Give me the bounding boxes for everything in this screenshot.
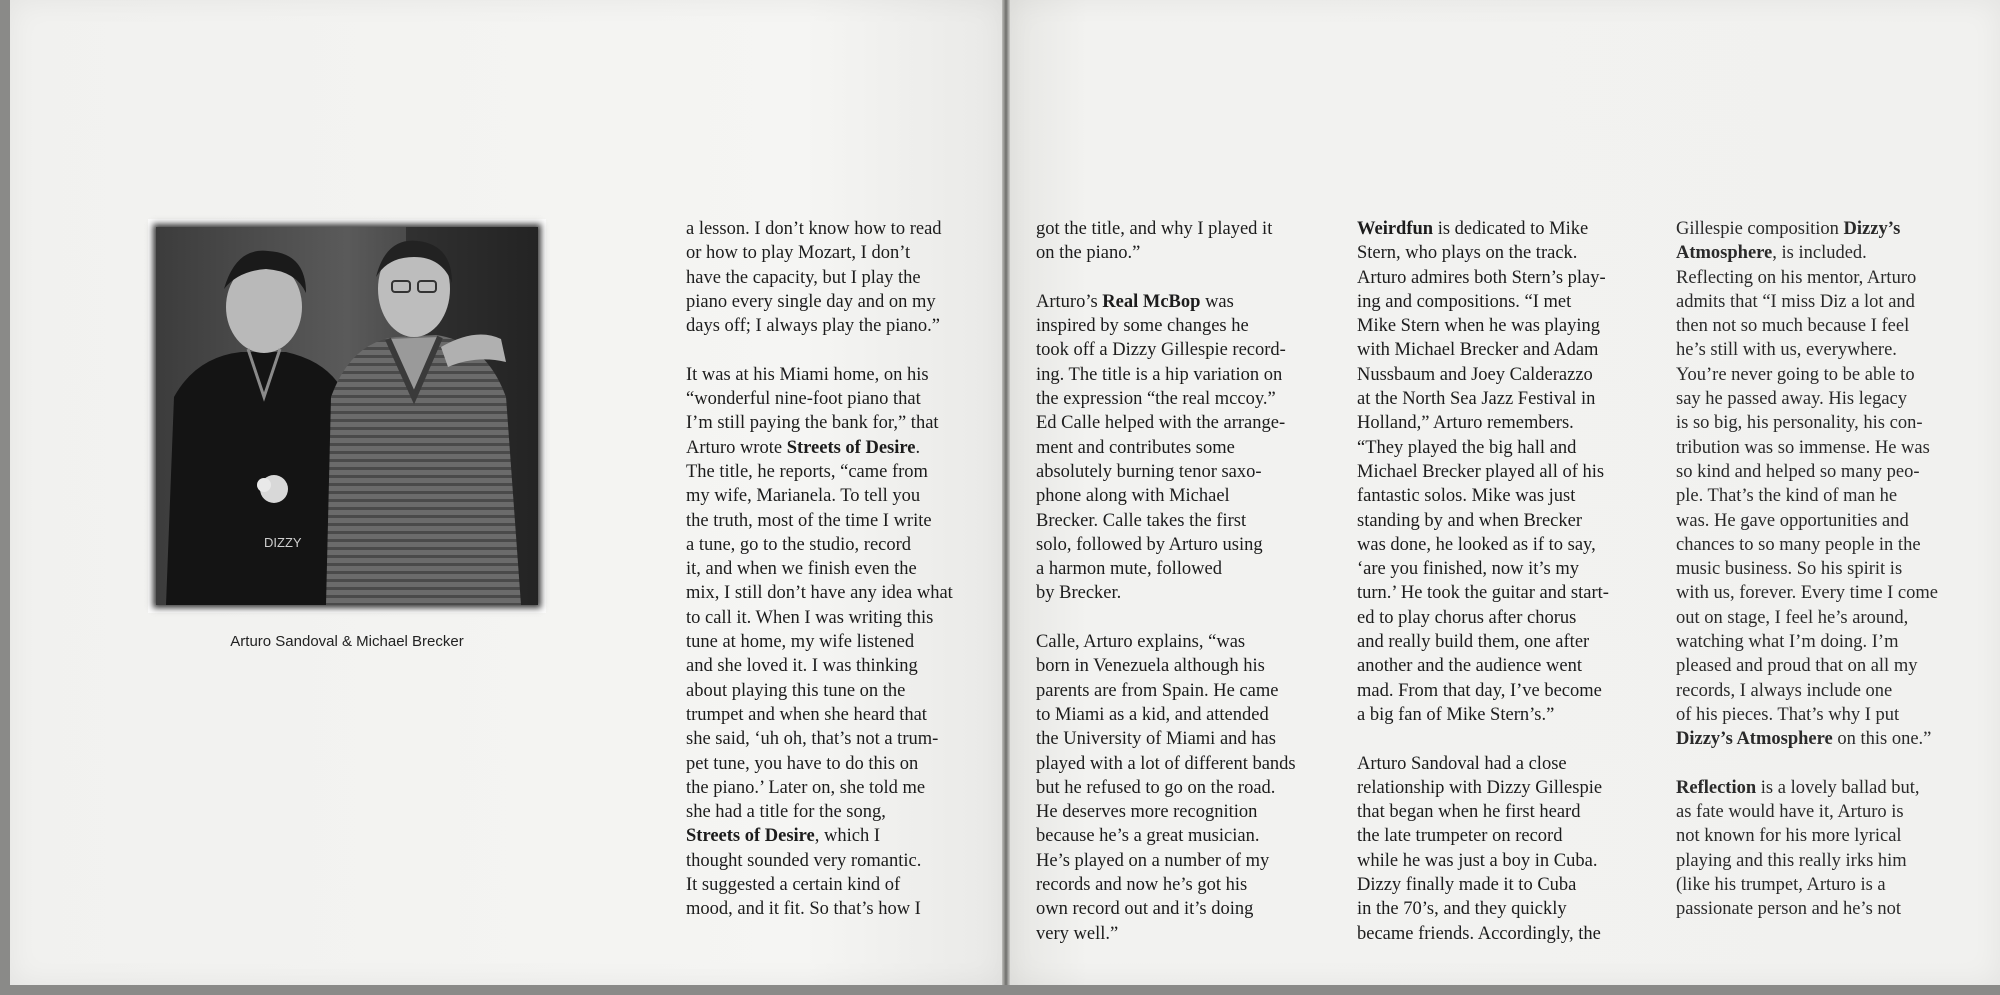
text-line: thought sounded very romantic. <box>686 850 922 871</box>
text-line: Holland,” Arturo remembers. <box>1357 413 1574 434</box>
text-line: Dizzy finally made it to Cuba <box>1357 875 1577 896</box>
text-line: fantastic solos. Mike was just <box>1357 486 1576 507</box>
text-column-3 <box>1357 217 1609 946</box>
text-line: ing. The title is a hip variation on <box>1036 364 1283 385</box>
text-line: mix, I still don’t have any idea what <box>686 583 953 604</box>
text-line: turn.’ He took the guitar and start- <box>1357 583 1609 604</box>
text-line: but he refused to go on the road. <box>1036 777 1276 798</box>
text-line: Arturo admires both Stern’s play- <box>1357 267 1606 288</box>
text-line: Dizzy’s Atmosphere on this one.” <box>1676 729 1932 750</box>
paragraph-gap <box>1036 606 1296 630</box>
text-line: solo, followed by Arturo using <box>1036 534 1263 555</box>
photo-sandoval-brecker <box>156 227 538 605</box>
text-line: You’re never going to be able to <box>1676 364 1915 385</box>
text-line: so kind and helped so many peo- <box>1676 461 1920 482</box>
text-line: she said, ‘uh oh, that’s not a trum- <box>686 729 939 750</box>
text-line: say he passed away. His legacy <box>1676 389 1907 410</box>
text-line: a tune, go to the studio, record <box>686 534 912 555</box>
text-line: out on stage, I feel he’s around, <box>1676 607 1909 628</box>
text-line: my wife, Marianela. To tell you <box>686 486 921 507</box>
text-line: tune at home, my wife listened <box>686 632 915 653</box>
text-line: It was at his Miami home, on his <box>686 364 929 385</box>
text-line: became friends. Accordingly, the <box>1357 923 1601 944</box>
text-line: Calle, Arturo explains, “was <box>1036 632 1246 653</box>
text-line: records, I always include one <box>1676 680 1893 701</box>
shirt-logo-text: DIZZY <box>264 535 302 550</box>
text-line: to call it. When I was writing this <box>686 607 934 628</box>
text-column-4 <box>1676 217 1938 922</box>
text-line: on the piano.” <box>1036 243 1141 264</box>
text-line: relationship with Dizzy Gillespie <box>1357 777 1603 798</box>
text-line: Arturo’s Real McBop was <box>1036 291 1234 312</box>
text-line: He deserves more recognition <box>1036 802 1258 823</box>
text-line: that began when he first heard <box>1357 802 1581 823</box>
text-line: days off; I always play the piano.” <box>686 316 940 337</box>
paragraph-gap <box>1676 752 1938 776</box>
text-line: standing by and when Brecker <box>1357 510 1583 531</box>
text-line: The title, he reports, “came from <box>686 461 928 482</box>
paragraph <box>1036 217 1296 266</box>
paragraph <box>1036 630 1296 946</box>
text-line: music business. So his spirit is <box>1676 559 1903 580</box>
text-line: Arturo Sandoval had a close <box>1357 753 1567 774</box>
text-line: Stern, who plays on the track. <box>1357 243 1578 264</box>
paragraph <box>1357 752 1609 946</box>
text-line: playing and this really irks him <box>1676 850 1907 871</box>
text-line: she had a title for the song, <box>686 802 886 823</box>
text-line: because he’s a great musician. <box>1036 826 1260 847</box>
text-line: in the 70’s, and they quickly <box>1357 899 1567 920</box>
text-line: Streets of Desire, which I <box>686 826 881 847</box>
text-line: He’s played on a number of my <box>1036 850 1270 871</box>
photo-caption: Arturo Sandoval & Michael Brecker <box>230 633 464 650</box>
text-line: passionate person and he’s not <box>1676 899 1902 920</box>
text-line: a harmon mute, followed <box>1036 559 1222 580</box>
text-line: admits that “I miss Diz a lot and <box>1676 291 1915 312</box>
text-line: another and the audience went <box>1357 656 1582 677</box>
text-line: It suggested a certain kind of <box>686 875 901 896</box>
text-line: Reflection is a lovely ballad but, <box>1676 777 1920 798</box>
text-line: about playing this tune on the <box>686 680 906 701</box>
text-line: pet tune, you have to do this on <box>686 753 919 774</box>
text-line: to Miami as a kid, and attended <box>1036 704 1269 725</box>
text-line: Arturo wrote Streets of Desire. <box>686 437 921 458</box>
text-line: he’s still with us, everywhere. <box>1676 340 1897 361</box>
paragraph-gap <box>686 338 953 362</box>
paragraph <box>1676 217 1938 752</box>
text-line: was done, he looked as if to say, <box>1357 534 1596 555</box>
text-line: and really build them, one after <box>1357 632 1590 653</box>
text-line: records and now he’s got his <box>1036 875 1248 896</box>
text-line: a big fan of Mike Stern’s.” <box>1357 704 1555 725</box>
photo-illustration <box>156 227 538 605</box>
text-line: piano every single day and on my <box>686 291 936 312</box>
text-line: ed to play chorus after chorus <box>1357 607 1577 628</box>
text-line: ple. That’s the kind of man he <box>1676 486 1898 507</box>
text-line: as fate would have it, Arturo is <box>1676 802 1904 823</box>
paragraph <box>686 363 953 922</box>
text-line: the University of Miami and has <box>1036 729 1276 750</box>
text-line: ing and compositions. “I met <box>1357 291 1572 312</box>
text-line: Mike Stern when he was playing <box>1357 316 1601 337</box>
text-line: a lesson. I don’t know how to read <box>686 219 942 239</box>
booklet-spine <box>1002 0 1010 985</box>
text-line: or how to play Mozart, I don’t <box>686 243 911 264</box>
text-line: inspired by some changes he <box>1036 316 1249 337</box>
text-line: Brecker. Calle takes the first <box>1036 510 1247 531</box>
photo-frame <box>148 219 546 613</box>
text-line: Atmosphere, is included. <box>1676 243 1867 264</box>
text-line: Ed Calle helped with the arrange- <box>1036 413 1286 434</box>
paragraph-gap <box>1357 727 1609 751</box>
text-line: I’m still paying the bank for,” that <box>686 413 939 434</box>
text-line: born in Venezuela although his <box>1036 656 1265 677</box>
text-line: phone along with Michael <box>1036 486 1230 507</box>
text-line: own record out and it’s doing <box>1036 899 1254 920</box>
text-line: at the North Sea Jazz Festival in <box>1357 389 1596 410</box>
text-line: mad. From that day, I’ve become <box>1357 680 1602 701</box>
text-line: took off a Dizzy Gillespie record- <box>1036 340 1286 361</box>
text-line: “They played the big hall and <box>1357 437 1577 458</box>
text-line: Michael Brecker played all of his <box>1357 461 1605 482</box>
paragraph <box>1676 776 1938 922</box>
text-line: the expression “the real mccoy.” <box>1036 389 1276 410</box>
text-line: with us, forever. Every time I come <box>1676 583 1938 604</box>
text-line: not known for his more lyrical <box>1676 826 1902 847</box>
text-line: by Brecker. <box>1036 583 1122 604</box>
text-line: with Michael Brecker and Adam <box>1357 340 1599 361</box>
text-line: it, and when we finish even the <box>686 559 917 580</box>
text-line: ment and contributes some <box>1036 437 1235 458</box>
text-line: (like his trumpet, Arturo is a <box>1676 875 1886 896</box>
text-line: watching what I’m doing. I’m <box>1676 632 1899 653</box>
text-line: played with a lot of different bands <box>1036 753 1296 774</box>
text-line: trumpet and when she heard that <box>686 704 927 725</box>
paragraph <box>686 217 953 338</box>
text-line: very well.” <box>1036 923 1119 944</box>
text-column-2 <box>1036 217 1296 946</box>
text-line: Gillespie composition Dizzy’s <box>1676 219 1901 239</box>
text-line: the late trumpeter on record <box>1357 826 1563 847</box>
text-line: while he was just a boy in Cuba. <box>1357 850 1598 871</box>
text-line: Weirdfun is dedicated to Mike <box>1357 219 1589 239</box>
text-line: absolutely burning tenor saxo- <box>1036 461 1262 482</box>
text-line: got the title, and why I played it <box>1036 219 1273 239</box>
paragraph <box>1357 217 1609 727</box>
text-line: Nussbaum and Joey Calderazzo <box>1357 364 1593 385</box>
left-figure-shirt <box>166 352 351 605</box>
text-line: tribution was so immense. He was <box>1676 437 1930 458</box>
text-line: mood, and it fit. So that’s how I <box>686 899 921 920</box>
text-line: Reflecting on his mentor, Arturo <box>1676 267 1917 288</box>
text-line: ‘are you finished, now it’s my <box>1357 559 1579 580</box>
text-line: parents are from Spain. He came <box>1036 680 1279 701</box>
text-line: the piano.’ Later on, she told me <box>686 777 926 798</box>
text-line: “wonderful nine-foot piano that <box>686 389 921 410</box>
text-line: have the capacity, but I play the <box>686 267 921 288</box>
text-line: then not so much because I feel <box>1676 316 1910 337</box>
text-line: was. He gave opportunities and <box>1676 510 1909 531</box>
text-line: pleased and proud that on all my <box>1676 656 1918 677</box>
text-line: of his pieces. That’s why I put <box>1676 704 1900 725</box>
paragraph <box>1036 290 1296 606</box>
text-line: and she loved it. I was thinking <box>686 656 918 677</box>
paragraph-gap <box>1036 266 1296 290</box>
text-column-1 <box>686 217 953 922</box>
text-line: the truth, most of the time I write <box>686 510 932 531</box>
text-line: is so big, his personality, his con- <box>1676 413 1923 434</box>
text-line: chances to so many people in the <box>1676 534 1921 555</box>
